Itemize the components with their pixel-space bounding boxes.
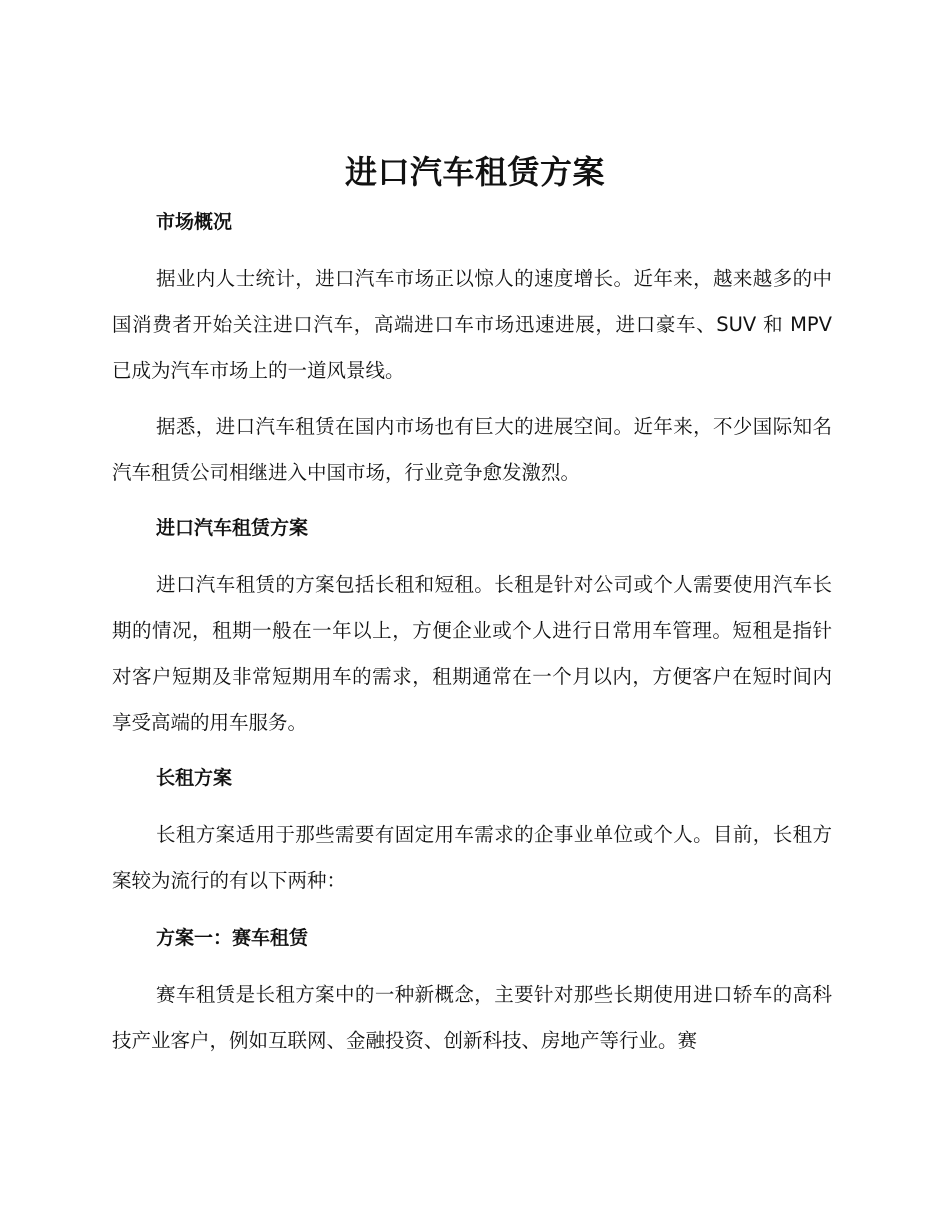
section-heading-plan-one: 方案一：赛车租赁	[156, 927, 309, 949]
paragraph-long-term: 长租方案适用于那些需要有固定用车需求的企事业单位或个人。目前，长租方案较为流行的有以下两种：	[112, 823, 832, 892]
paragraph-market-1: 据业内人士统计，进口汽车市场正以惊人的速度增长。近年来，越来越多的中国消费者开始关注进口汽车，高端进口车市场迅速进展，进口豪车、SUV 和 MPV 已成为汽车市场上的一道风景线。	[112, 267, 832, 382]
section-heading-rental-plan: 进口汽车租赁方案	[156, 517, 309, 539]
section-heading-market-overview: 市场概况	[156, 211, 233, 233]
paragraph-market-2: 据悉，进口汽车租赁在国内市场也有巨大的进展空间。近年来，不少国际知名汽车租赁公司相继进入中国市场，行业竞争愈发激烈。	[112, 415, 832, 484]
paragraph-plan-one: 赛车租赁是长租方案中的一种新概念，主要针对那些长期使用进口轿车的高科技产业客户，例如互联网、金融投资、创新科技、房地产等行业。赛	[112, 983, 832, 1052]
paragraph-rental-plan: 进口汽车租赁的方案包括长租和短租。长租是针对公司或个人需要使用汽车长期的情况，租期一般在一年以上，方便企业或个人进行日常用车管理。短租是指针对客户短期及非常短期用车的需求，租期通常在一个月以内，方便客户在短时间内享受高端的用车服务。	[112, 573, 832, 734]
section-heading-long-term: 长租方案	[156, 767, 233, 789]
document-title: 进口汽车租赁方案	[344, 153, 605, 191]
